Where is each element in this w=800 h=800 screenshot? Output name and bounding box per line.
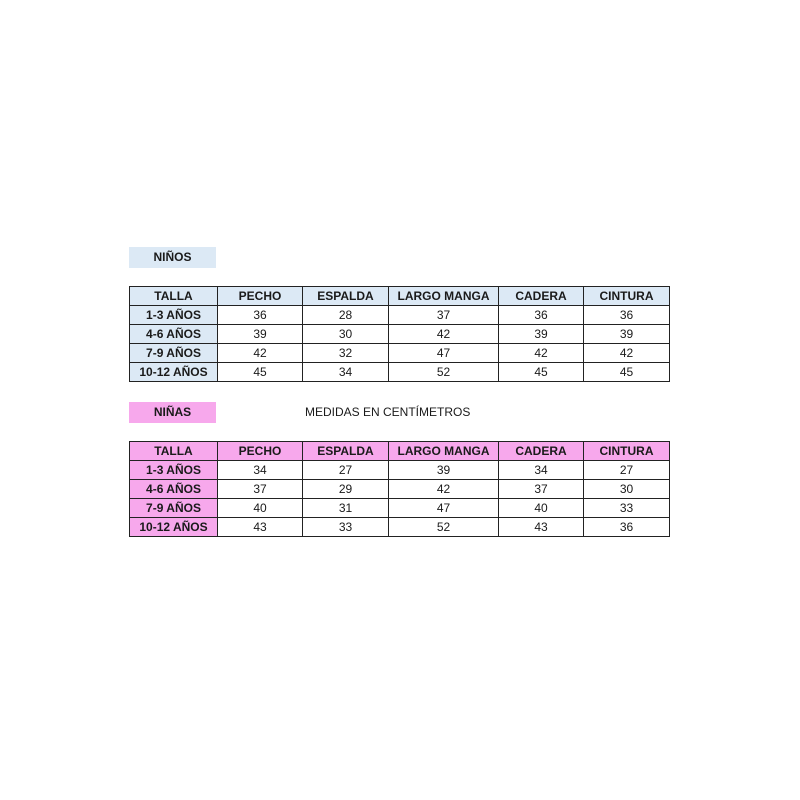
espalda-cell: 27	[303, 461, 389, 480]
units-note: MEDIDAS EN CENTÍMETROS	[305, 405, 471, 419]
cintura-cell: 39	[584, 325, 670, 344]
size-cell: 4-6 AÑOS	[130, 325, 218, 344]
espalda-cell: 34	[303, 363, 389, 382]
cadera-cell: 40	[499, 499, 584, 518]
table-header-row	[130, 287, 670, 306]
column-header-largo-manga: LARGO MANGA	[389, 287, 499, 306]
girls-section-label: NIÑAS	[129, 402, 216, 423]
column-header-cintura: CINTURA	[584, 287, 670, 306]
cintura-cell: 42	[584, 344, 670, 363]
size-cell: 1-3 AÑOS	[130, 461, 218, 480]
cadera-cell: 42	[499, 344, 584, 363]
cintura-cell: 33	[584, 499, 670, 518]
espalda-cell: 32	[303, 344, 389, 363]
largo-manga-cell: 39	[389, 461, 499, 480]
pecho-cell: 37	[218, 480, 303, 499]
cintura-cell: 36	[584, 518, 670, 537]
girls-size-table	[129, 441, 670, 537]
largo-manga-cell: 47	[389, 344, 499, 363]
table-row	[130, 499, 670, 518]
cintura-cell: 45	[584, 363, 670, 382]
size-cell: 10-12 AÑOS	[130, 363, 218, 382]
pecho-cell: 36	[218, 306, 303, 325]
espalda-cell: 33	[303, 518, 389, 537]
cadera-cell: 34	[499, 461, 584, 480]
table-row	[130, 363, 670, 382]
column-header-pecho: PECHO	[218, 442, 303, 461]
table-header-row	[130, 442, 670, 461]
table-row	[130, 344, 670, 363]
cadera-cell: 36	[499, 306, 584, 325]
pecho-cell: 39	[218, 325, 303, 344]
column-header-talla: TALLA	[130, 442, 218, 461]
largo-manga-cell: 52	[389, 518, 499, 537]
cintura-cell: 30	[584, 480, 670, 499]
largo-manga-cell: 42	[389, 480, 499, 499]
largo-manga-cell: 52	[389, 363, 499, 382]
boys-size-table	[129, 286, 670, 382]
table-row	[130, 461, 670, 480]
column-header-talla: TALLA	[130, 287, 218, 306]
size-cell: 4-6 AÑOS	[130, 480, 218, 499]
table-row	[130, 325, 670, 344]
cintura-cell: 27	[584, 461, 670, 480]
largo-manga-cell: 37	[389, 306, 499, 325]
column-header-cadera: CADERA	[499, 442, 584, 461]
cadera-cell: 37	[499, 480, 584, 499]
cadera-cell: 45	[499, 363, 584, 382]
espalda-cell: 28	[303, 306, 389, 325]
column-header-espalda: ESPALDA	[303, 442, 389, 461]
espalda-cell: 30	[303, 325, 389, 344]
cadera-cell: 43	[499, 518, 584, 537]
column-header-largo-manga: LARGO MANGA	[389, 442, 499, 461]
size-cell: 7-9 AÑOS	[130, 499, 218, 518]
pecho-cell: 40	[218, 499, 303, 518]
largo-manga-cell: 47	[389, 499, 499, 518]
size-cell: 7-9 AÑOS	[130, 344, 218, 363]
espalda-cell: 29	[303, 480, 389, 499]
largo-manga-cell: 42	[389, 325, 499, 344]
column-header-pecho: PECHO	[218, 287, 303, 306]
cadera-cell: 39	[499, 325, 584, 344]
pecho-cell: 42	[218, 344, 303, 363]
column-header-cintura: CINTURA	[584, 442, 670, 461]
table-row	[130, 480, 670, 499]
table-row	[130, 518, 670, 537]
cintura-cell: 36	[584, 306, 670, 325]
pecho-cell: 34	[218, 461, 303, 480]
pecho-cell: 43	[218, 518, 303, 537]
table-row	[130, 306, 670, 325]
size-cell: 1-3 AÑOS	[130, 306, 218, 325]
column-header-cadera: CADERA	[499, 287, 584, 306]
column-header-espalda: ESPALDA	[303, 287, 389, 306]
espalda-cell: 31	[303, 499, 389, 518]
boys-section-label: NIÑOS	[129, 247, 216, 268]
size-cell: 10-12 AÑOS	[130, 518, 218, 537]
pecho-cell: 45	[218, 363, 303, 382]
